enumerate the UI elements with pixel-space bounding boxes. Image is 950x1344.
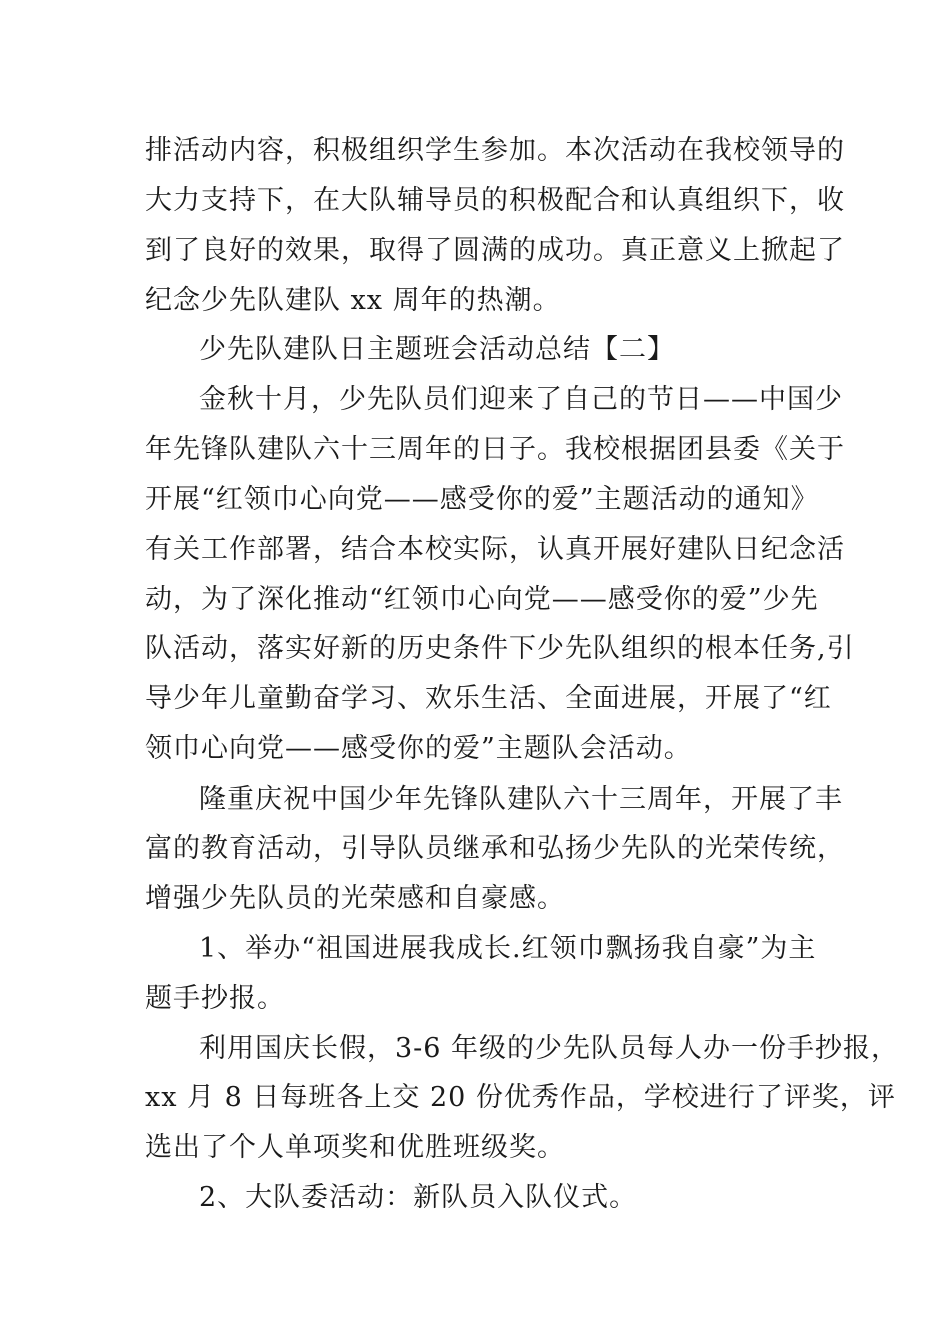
text-line: 1、举办“祖国进展我成长.红领巾飘扬我自豪”为主 xyxy=(199,933,817,964)
text-line: 年先锋队建队六十三周年的日子。我校根据团县委《关于 xyxy=(145,434,845,465)
text-line: 题手抄报。 xyxy=(145,983,285,1014)
text-line: 2、大队委活动：新队员入队仪式。 xyxy=(199,1182,638,1213)
text-line: 增强少先队员的光荣感和自豪感。 xyxy=(145,883,565,914)
section-heading: 少先队建队日主题班会活动总结【二】 xyxy=(199,334,675,365)
text-line: 富的教育活动，引导队员继承和弘扬少先队的光荣传统， xyxy=(145,833,845,864)
text-line: 领巾心向党——感受你的爱”主题队会活动。 xyxy=(145,733,692,764)
text-line: 利用国庆长假，3-6 年级的少先队员每人办一份手抄报， xyxy=(199,1033,900,1064)
text-line: 纪念少先队建队 xx 周年的热潮。 xyxy=(145,285,561,316)
text-line: 开展“红领巾心向党——感受你的爱”主题活动的通知》 xyxy=(145,484,819,515)
text-line: 金秋十月，少先队员们迎来了自己的节日——中国少 xyxy=(199,384,843,415)
text-line: 队活动，落实好新的历史条件下少先队组织的根本任务,引 xyxy=(145,633,855,664)
text-line: 导少年儿童勤奋学习、欢乐生活、全面进展，开展了“红 xyxy=(145,683,832,714)
text-line: 大力支持下，在大队辅导员的积极配合和认真组织下，收 xyxy=(145,185,845,216)
text-line: 有关工作部署，结合本校实际，认真开展好建队日纪念活 xyxy=(145,534,845,565)
text-line: 到了良好的效果，取得了圆满的成功。真正意义上掀起了 xyxy=(145,235,845,266)
text-line: 动，为了深化推动“红领巾心向党——感受你的爱”少先 xyxy=(145,584,819,615)
text-line: 选出了个人单项奖和优胜班级奖。 xyxy=(145,1132,565,1163)
text-line: 排活动内容，积极组织学生参加。本次活动在我校领导的 xyxy=(145,135,845,166)
text-line: xx 月 8 日每班各上交 20 份优秀作品，学校进行了评奖，评 xyxy=(145,1082,896,1113)
text-line: 隆重庆祝中国少年先锋队建队六十三周年，开展了丰 xyxy=(199,784,843,815)
